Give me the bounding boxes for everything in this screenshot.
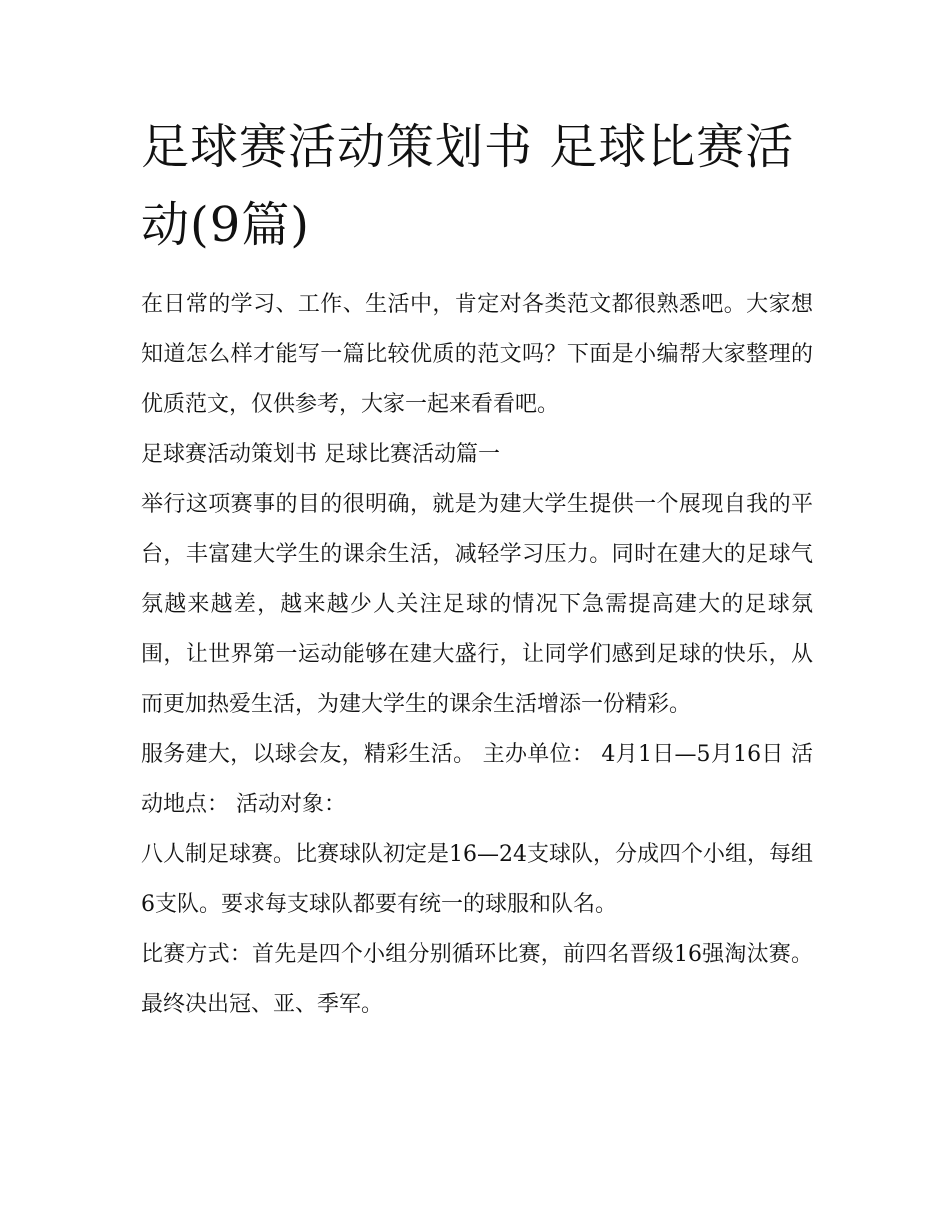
purpose-paragraph: 举行这项赛事的目的很明确，就是为建大学生提供一个展现自我的平台，丰富建大学生的课余生活，减轻学习压力。同时在建大的足球气氛越来越差，越来越少人关注足球的情况下急需提高建大的足球氛围，让世界第一运动能够在建大盛行，让同学们感到足球的快乐，从而更加热爱生活，为建大学生的课余生活增添一份精彩。 xyxy=(141,492,813,717)
intro-paragraph: 在日常的学习、工作、生活中，肯定对各类范文都很熟悉吧。大家想知道怎么样才能写一篇比较优质的范文吗？下面是小编帮大家整理的优质范文，仅供参考，大家一起来看看吧。 xyxy=(141,292,813,417)
section-heading: 足球赛活动策划书 足球比赛活动篇一 xyxy=(141,442,500,467)
format-paragraph: 八人制足球赛。比赛球队初定是16—24支球队，分成四个小组，每组6支队。要求每支球队都要有统一的球服和队名。 xyxy=(141,842,813,917)
document-page xyxy=(141,108,813,1030)
document-title: 足球赛活动策划书 足球比赛活动(9篇) xyxy=(141,119,795,253)
theme-paragraph: 服务建大，以球会友，精彩生活。 主办单位： 4月1日—5月16日 活动地点： 活动对象： xyxy=(141,742,813,817)
competition-method-paragraph: 比赛方式：首先是四个小组分别循环比赛，前四名晋级16强淘汰赛。最终决出冠、亚、季军。 xyxy=(141,942,813,1017)
